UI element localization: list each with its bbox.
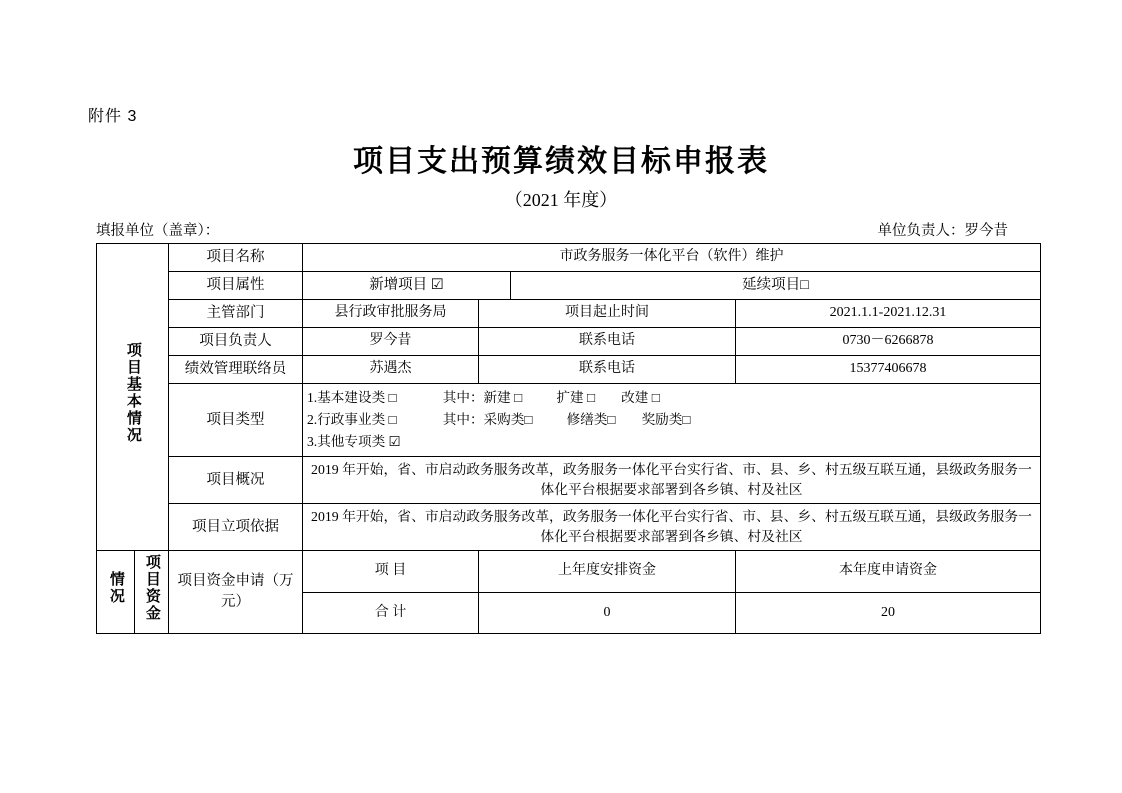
cell-project-type-options (303, 384, 1041, 457)
row-label-funds-request: 项目资金申请（万元） (169, 551, 303, 634)
unit-leader-label: 单位负责人：罗今昔 (877, 223, 1008, 239)
type-award[interactable]: 奖励类□ (641, 412, 691, 428)
cell-project-name-value: 市政务服务一体化平台（软件）维护 (303, 244, 1041, 272)
type-basic-construction[interactable]: 1.基本建设类 □ (307, 390, 397, 406)
cell-overview-value: 2019 年开始，省、市启动政务服务改革，政务服务一体化平台实行省、市、县、乡、村五级互联互通，县级政务服务一体化平台根据要求部署到各乡镇、村及社区 (303, 457, 1041, 504)
row-label-phone: 联系电话 (479, 328, 736, 356)
cell-department-value: 县行政审批服务局 (303, 300, 479, 328)
type-repair[interactable]: 修缮类□ (566, 412, 616, 428)
table-row (97, 356, 1041, 384)
type-option-line-1 (307, 387, 1036, 409)
filling-unit-label: 填报单位（盖章）： (96, 223, 220, 239)
side-label-situation: 情况 (97, 551, 135, 634)
cell-liaison-value: 苏遇杰 (303, 356, 479, 384)
page-title: 项目支出预算绩效目标申报表 (353, 145, 769, 178)
type-expand-build[interactable]: 扩建 □ (556, 390, 596, 406)
row-label-project-name: 项目名称 (169, 244, 303, 272)
funds-col-header-current-year: 本年度申请资金 (736, 551, 1041, 592)
cell-leader-value: 罗今昔 (303, 328, 479, 356)
cell-attribute-new[interactable]: 新增项目 ☑ (303, 272, 511, 300)
row-label-leader: 项目负责人 (169, 328, 303, 356)
funds-total-label: 合 计 (303, 592, 479, 633)
type-renovate-build[interactable]: 改建 □ (621, 390, 660, 406)
side-label-basic: 项目基本情况 (97, 244, 169, 551)
type-option-line-3 (307, 431, 1036, 453)
row-label-basis: 项目立项依据 (169, 504, 303, 551)
row-label-department: 主管部门 (169, 300, 303, 328)
table-row (97, 504, 1041, 551)
performance-target-table (96, 243, 1041, 634)
funds-col-header-item: 项 目 (303, 551, 479, 592)
table-row (97, 551, 1041, 592)
table-row (97, 272, 1041, 300)
funds-col-header-prev-year: 上年度安排资金 (479, 551, 736, 592)
table-row (97, 244, 1041, 272)
table-row (97, 328, 1041, 356)
row-label-overview: 项目概况 (169, 457, 303, 504)
type-other-special[interactable]: 3.其他专项类 ☑ (307, 434, 401, 450)
meta-row (96, 219, 1026, 239)
table-row (97, 300, 1041, 328)
row-label-project-type: 项目类型 (169, 384, 303, 457)
cell-basis-value: 2019 年开始，省、市启动政务服务改革，政务服务一体化平台实行省、市、县、乡、村五级互联互通，县级政务服务一体化平台根据要求部署到各乡镇、村及社区 (303, 504, 1041, 551)
page-subtitle: （2021 年度） (504, 190, 618, 210)
cell-attribute-continue[interactable]: 延续项目□ (511, 272, 1041, 300)
cell-phone-value: 0730－6266878 (736, 328, 1041, 356)
row-label-period: 项目起止时间 (479, 300, 736, 328)
funds-total-current-value: 20 (736, 592, 1041, 633)
table-row (97, 384, 1041, 457)
funds-total-prev-value: 0 (479, 592, 736, 633)
cell-period-value: 2021.1.1-2021.12.31 (736, 300, 1041, 328)
row-label-liaison: 绩效管理联络员 (169, 356, 303, 384)
table-row (97, 457, 1041, 504)
attachment-label: 附件 3 (88, 108, 138, 125)
row-label-project-attribute: 项目属性 (169, 272, 303, 300)
type-option-line-2 (307, 409, 1036, 431)
side-label-project-funds: 项目资金 (135, 551, 169, 634)
row-label-liaison-phone: 联系电话 (479, 356, 736, 384)
type-administrative[interactable]: 2.行政事业类 □ (307, 412, 397, 428)
cell-liaison-phone-value: 15377406678 (736, 356, 1041, 384)
type-new-build[interactable]: 其中：新建 □ (442, 390, 523, 406)
type-procurement[interactable]: 其中：采购类□ (442, 412, 533, 428)
